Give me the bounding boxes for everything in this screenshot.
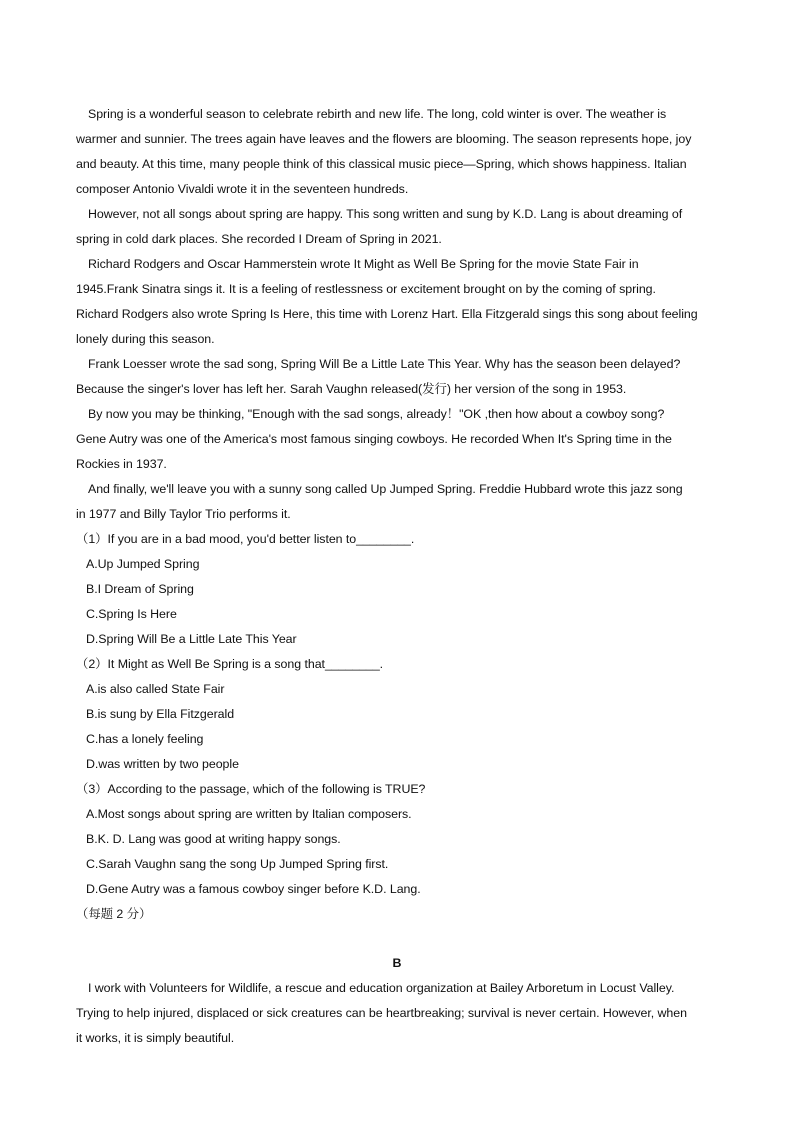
answer-option: C.Sarah Vaughn sang the song Up Jumped Spring first. xyxy=(86,857,389,871)
passage-line: it works, it is simply beautiful. xyxy=(76,1031,235,1045)
passage-line: Frank Loesser wrote the sad song, Spring Will Be a Little Late This Year. Why has the season been delayed? xyxy=(88,357,681,371)
score-note: （每题 2 分） xyxy=(76,907,152,921)
answer-option: D.Spring Will Be a Little Late This Year xyxy=(86,632,297,646)
passage-line: Gene Autry was one of the America's most famous singing cowboys. He recorded When It's Spring time in the xyxy=(76,432,672,446)
answer-option: B.I Dream of Spring xyxy=(86,582,194,596)
passage-line: By now you may be thinking, "Enough with the sad songs, already！"OK ,then how about a cowboy song? xyxy=(88,407,665,421)
answer-option: C.has a lonely feeling xyxy=(86,732,204,746)
question-stem: （2）It Might as Well Be Spring is a song that________. xyxy=(76,657,384,671)
answer-option: D.Gene Autry was a famous cowboy singer before K.D. Lang. xyxy=(86,882,421,896)
answer-option: A.Most songs about spring are written by Italian composers. xyxy=(86,807,412,821)
answer-option: C.Spring Is Here xyxy=(86,607,177,621)
answer-option: D.was written by two people xyxy=(86,757,239,771)
section-heading: B xyxy=(392,956,402,970)
passage-line: Richard Rodgers and Oscar Hammerstein wrote It Might as Well Be Spring for the movie State Fair in xyxy=(88,257,639,271)
question-stem: （1）If you are in a bad mood, you'd better listen to________. xyxy=(76,532,415,546)
passage-line: spring in cold dark places. She recorded I Dream of Spring in 2021. xyxy=(76,232,442,246)
passage-line: lonely during this season. xyxy=(76,332,215,346)
question-stem: （3）According to the passage, which of the following is TRUE? xyxy=(76,782,426,796)
passage-line: However, not all songs about spring are happy. This song written and sung by K.D. Lang is about dreaming of xyxy=(88,207,683,221)
passage-line: Rockies in 1937. xyxy=(76,457,167,471)
answer-option: B.K. D. Lang was good at writing happy songs. xyxy=(86,832,341,846)
passage-line: Spring is a wonderful season to celebrate rebirth and new life. The long, cold winter is over. The weather is xyxy=(88,107,667,121)
passage-line: and beauty. At this time, many people think of this classical music piece—Spring, which shows happiness. Italian xyxy=(76,157,687,171)
passage-line: in 1977 and Billy Taylor Trio performs it. xyxy=(76,507,291,521)
passage-line: 1945.Frank Sinatra sings it. It is a feeling of restlessness or excitement brought on by the coming of spring. xyxy=(76,282,656,296)
passage-line: And finally, we'll leave you with a sunny song called Up Jumped Spring. Freddie Hubbard wrote this jazz song xyxy=(88,482,683,496)
passage-line: warmer and sunnier. The trees again have leaves and the flowers are blooming. The season represents hope, joy xyxy=(76,132,692,146)
answer-option: B.is sung by Ella Fitzgerald xyxy=(86,707,235,721)
passage-line: Because the singer's lover has left her. Sarah Vaughn released(发行) her version of the song in 1953. xyxy=(76,382,627,396)
passage-line: Trying to help injured, displaced or sick creatures can be heartbreaking; survival is never certain. However, when xyxy=(76,1006,687,1020)
answer-option: A.Up Jumped Spring xyxy=(86,557,200,571)
passage-line: Richard Rodgers also wrote Spring Is Here, this time with Lorenz Hart. Ella Fitzgerald sings this song about feeling xyxy=(76,307,698,321)
passage-line: composer Antonio Vivaldi wrote it in the seventeen hundreds. xyxy=(76,182,409,196)
answer-option: A.is also called State Fair xyxy=(86,682,225,696)
passage-line: I work with Volunteers for Wildlife, a rescue and education organization at Bailey Arboretum in Locust Valley. xyxy=(88,981,675,995)
